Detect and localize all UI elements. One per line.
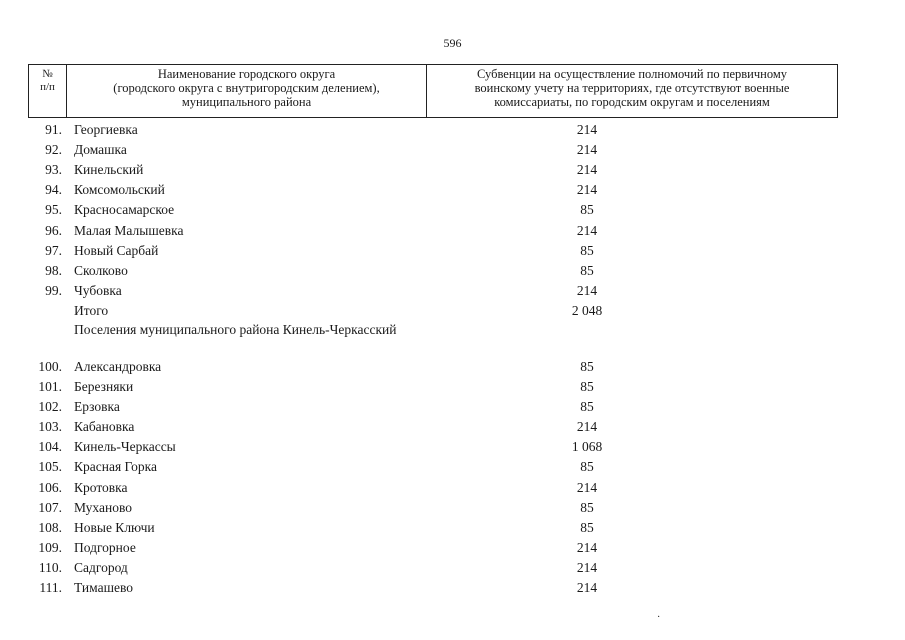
header-subsidy-line3: комиссариаты, по городским округам и поселениям [494,95,770,109]
row-number: 92. [45,142,62,158]
table-header [28,64,838,118]
table-row [28,538,838,558]
table-row [28,301,838,321]
row-name: Красная Горка [74,459,158,475]
row-name: Красносамарское [74,202,175,218]
row-value: 85 [580,399,594,415]
row-number: 105. [38,459,62,475]
row-value: 85 [580,379,594,395]
header-name-line2: (городского округа с внутригородским делением), [113,81,380,95]
row-number: 109. [38,539,62,555]
table-row [28,220,838,240]
row-value: 85 [580,519,594,535]
table-row [28,578,838,598]
row-name: Кинельский [74,162,144,178]
row-value: 214 [576,222,598,238]
row-name: Итого [74,302,109,318]
row-name: Подгорное [74,539,136,555]
table-row [28,200,838,220]
header-number-abbrev: п/п [40,81,55,93]
row-name: Домашка [74,142,127,158]
row-value: 85 [580,499,594,515]
table-row [28,397,838,417]
row-number: 108. [38,519,62,535]
table-row [28,241,838,261]
table-row [28,357,838,377]
row-number: 97. [45,242,62,258]
table-row [28,478,838,498]
row-number: 91. [45,122,62,138]
row-name: Кабановка [74,419,135,435]
row-name: Георгиевка [74,122,138,138]
row-number: 103. [38,419,62,435]
footer-mark: · [657,612,661,623]
table-row [28,261,838,281]
row-value: 85 [580,262,594,278]
row-value: 85 [580,242,594,258]
row-number: 111. [39,580,62,596]
header-name-line1: Наименование городского округа [157,67,336,81]
row-number: 98. [45,262,62,278]
row-name: Кротовка [74,479,128,495]
row-value: 85 [580,459,594,475]
table-row [28,518,838,538]
row-number: 95. [45,202,62,218]
row-name: Чубовка [74,282,122,298]
row-name: Тимашево [74,580,133,596]
row-number: 93. [45,162,62,178]
header-number-column [29,65,67,117]
row-number: 101. [38,379,62,395]
header-name-column [67,65,427,117]
header-subsidy-line1: Субвенции на осуществление полномочий по первичному [477,67,787,81]
table-row [28,160,838,180]
row-number: 102. [38,399,62,415]
table-row [28,377,838,397]
row-value: 214 [576,419,598,435]
row-number: 106. [38,479,62,495]
row-value: 214 [576,539,598,555]
row-number: 110. [38,559,62,575]
row-value: 1 068 [571,439,603,455]
table-row [28,558,838,578]
row-value: 85 [580,358,594,374]
row-value: 214 [576,282,598,298]
page-number: 596 [443,36,462,50]
table-row [28,140,838,160]
row-name: Муханово [74,499,132,515]
row-value: 214 [576,479,598,495]
row-name: Кинель-Черкассы [74,439,176,455]
table-row [28,498,838,518]
table-row [28,180,838,200]
row-number: 107. [38,499,62,515]
header-subsidy-line2: воинскому учету на территориях, где отсутствуют военные [474,81,790,95]
header-subsidy-column [427,65,837,117]
row-number: 94. [45,182,62,198]
row-name: Ерзовка [74,399,120,415]
row-value: 214 [576,122,598,138]
row-name: Комсомольский [74,182,165,198]
row-name: Александровка [74,358,162,374]
table-row [28,457,838,477]
row-name: Садгород [74,559,128,575]
row-number: 100. [38,358,62,374]
row-value: 214 [576,142,598,158]
row-number: 99. [45,282,62,298]
table-row [28,120,838,140]
row-name: Поселения муниципального района Кинель-Черкасский [74,321,397,337]
row-value: 214 [576,580,598,596]
row-value: 2 048 [571,302,603,318]
row-name: Сколково [74,262,128,278]
row-number: 104. [38,439,62,455]
row-value: 214 [576,162,598,178]
header-number-symbol: № [42,68,53,80]
row-name: Новый Сарбай [74,242,159,258]
table-row [28,417,838,437]
table-row [28,437,838,457]
row-name: Малая Малышевка [74,222,184,238]
row-number: 96. [45,222,62,238]
row-value: 85 [580,202,594,218]
table-row [28,321,838,357]
row-value: 214 [576,182,598,198]
row-value: 214 [576,559,598,575]
header-name-line3: муниципального района [181,95,312,109]
table-body [28,120,838,598]
row-name: Березняки [74,379,134,395]
table-row [28,281,838,301]
row-name: Новые Ключи [74,519,155,535]
